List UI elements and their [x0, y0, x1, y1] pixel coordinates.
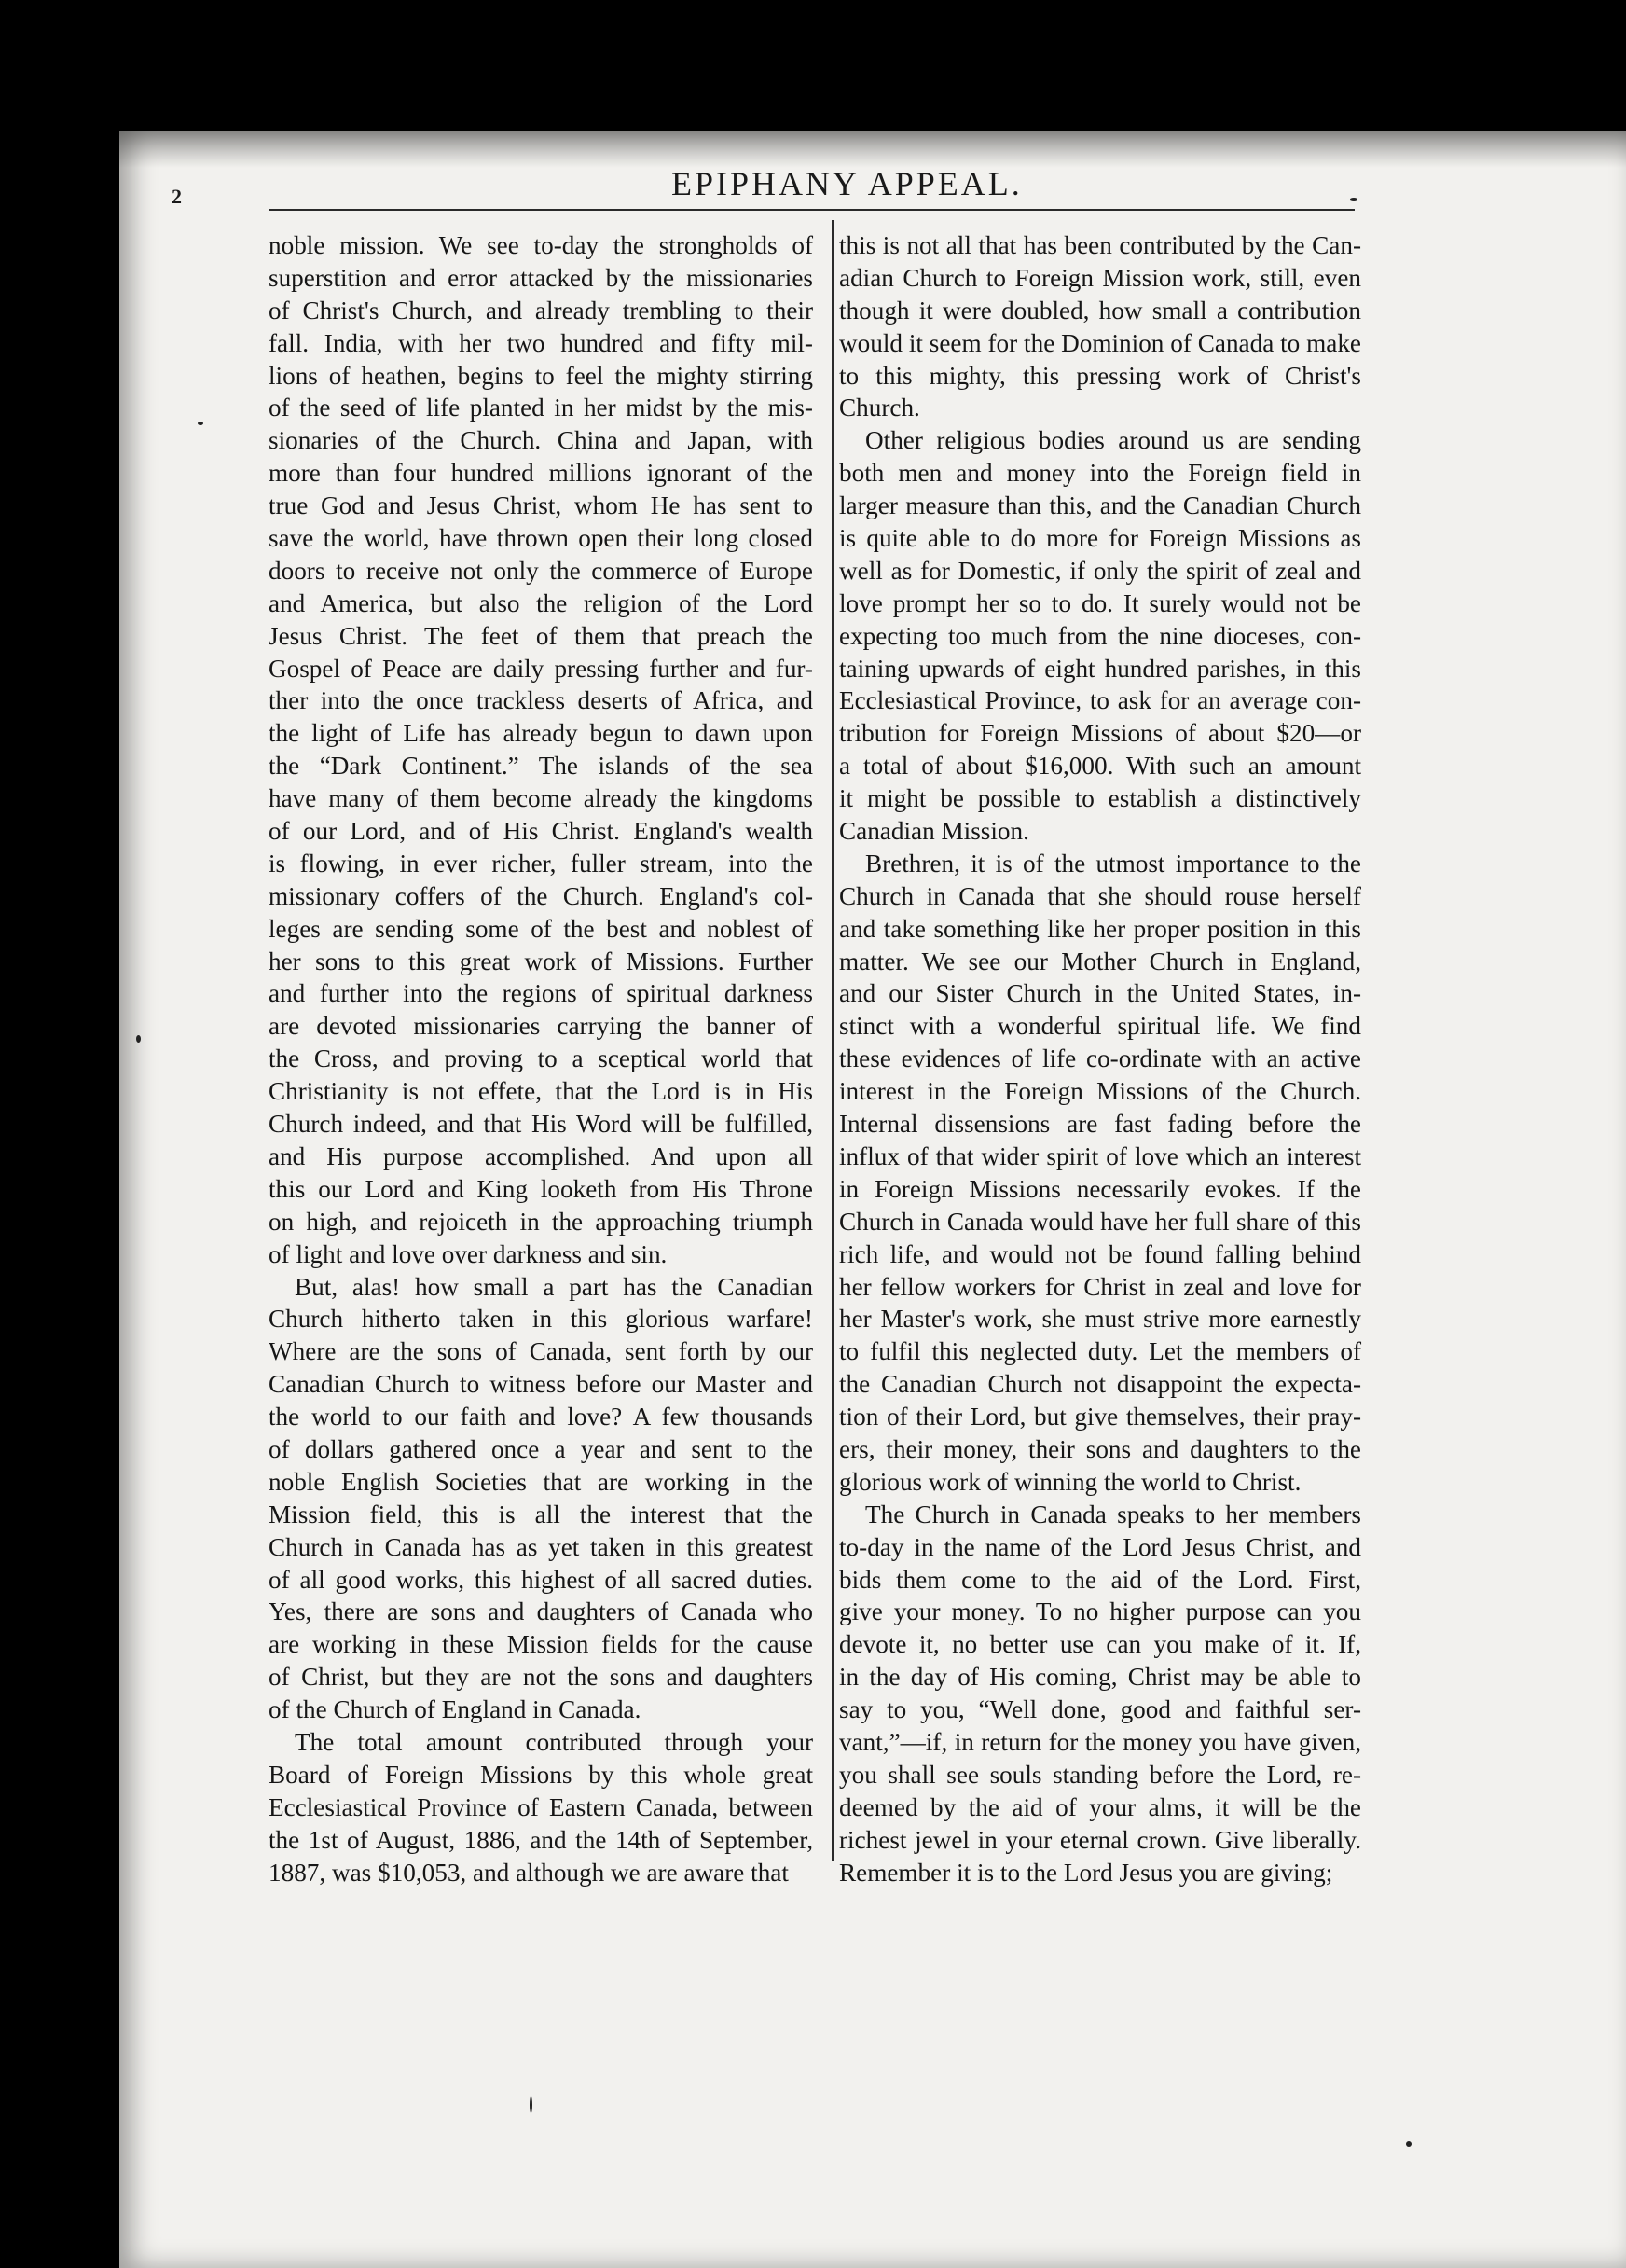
text-line: though it were doubled, how small a contribution	[839, 296, 1361, 325]
text-line: Church.	[839, 394, 920, 422]
text-line: expecting too much from the nine dioceses, con-	[839, 621, 1361, 650]
text-line: Where are the sons of Canada, sent forth by our	[269, 1337, 813, 1366]
text-line: vant,”—if, in return for the money you have given,	[839, 1727, 1361, 1756]
text-line: you shall see souls standing before the Lord, re-	[839, 1760, 1361, 1789]
text-line: of the seed of life planted in her midst by the mis-	[269, 394, 813, 422]
text-line: her Master's work, she must strive more earnestly	[839, 1305, 1361, 1334]
text-line: on high, and rejoiceth in the approaching triumph	[269, 1207, 813, 1236]
text-line: ther into the once trackless deserts of Africa, and	[269, 686, 813, 715]
text-line: the “Dark Continent.” The islands of the sea	[269, 752, 813, 781]
text-line: fall. India, with her two hundred and fifty mil-	[269, 328, 813, 357]
text-line: matter. We see our Mother Church in England,	[839, 947, 1361, 975]
text-line: love prompt her so to do. It surely would not be	[839, 588, 1361, 617]
text-line: sionaries of the Church. China and Japan, with	[269, 426, 813, 455]
text-line: of all good works, this highest of all sacred duties.	[269, 1565, 813, 1594]
text-line: Ecclesiastical Province, to ask for an average con-	[839, 686, 1361, 715]
text-line: The Church in Canada speaks to her members	[865, 1500, 1361, 1528]
scan-shadow	[119, 131, 1626, 168]
text-line: The total amount contributed through your	[295, 1727, 813, 1756]
text-line: Mission field, this is all the interest that the	[269, 1500, 813, 1528]
text-line: the Cross, and proving to a sceptical world that	[269, 1044, 813, 1073]
scan-speck	[136, 1035, 141, 1043]
text-line: her sons to this great work of Missions. Further	[269, 947, 813, 975]
text-line: this our Lord and King looketh from His Throne	[269, 1174, 813, 1203]
text-line: in Foreign Missions necessarily evokes. If the	[839, 1174, 1361, 1203]
scan-speck	[198, 422, 203, 425]
text-line: Yes, there are sons and daughters of Canada who	[269, 1597, 813, 1626]
text-line: Canadian Mission.	[839, 817, 1029, 846]
text-line: interest in the Foreign Missions of the Church.	[839, 1077, 1361, 1106]
text-line: larger measure than this, and the Canadian Church	[839, 491, 1361, 520]
text-line: Remember it is to the Lord Jesus you are giving;	[839, 1858, 1333, 1887]
text-line: Church in Canada that she should rouse herself	[839, 881, 1361, 910]
text-line: this is not all that has been contributed by the Can-	[839, 231, 1361, 259]
text-line: of our Lord, and of His Christ. England's wealth	[269, 817, 813, 846]
text-line: more than four hundred millions ignorant of the	[269, 459, 813, 488]
text-line: rich life, and would not be found falling behind	[839, 1239, 1361, 1268]
text-line: of light and love over darkness and sin.	[269, 1239, 668, 1268]
text-line: doors to receive not only the commerce of Europe	[269, 556, 813, 585]
text-line: leges are sending some of the best and noblest of	[269, 914, 813, 943]
right-column	[839, 229, 1361, 1888]
text-line: of dollars gathered once a year and sent to the	[269, 1434, 813, 1463]
text-line: taining upwards of eight hundred parishes, in this	[839, 654, 1361, 683]
left-column	[269, 229, 813, 1888]
text-line: Church indeed, and that His Word will be fulfilled,	[269, 1110, 813, 1139]
text-line: is flowing, in ever richer, fuller stream, into the	[269, 849, 813, 878]
text-line: and further into the regions of spiritual darkness	[269, 979, 813, 1008]
text-line: would it seem for the Dominion of Canada to make	[839, 328, 1361, 357]
text-line: well as for Domestic, if only the spirit of zeal and	[839, 556, 1361, 585]
text-line: and America, but also the religion of the Lord	[269, 588, 813, 617]
text-line: missionary coffers of the Church. England's col-	[269, 881, 813, 910]
text-line: richest jewel in your eternal crown. Give liberally.	[839, 1825, 1361, 1854]
text-line: noble English Societies that are working in the	[269, 1467, 813, 1496]
text-line: both men and money into the Foreign field in	[839, 459, 1361, 488]
text-line: influx of that wider spirit of love which an interest	[839, 1141, 1361, 1170]
text-line: it might be possible to establish a distinctively	[839, 784, 1361, 813]
text-line: tion of their Lord, but give themselves, their pray-	[839, 1403, 1361, 1431]
text-line: ers, their money, their sons and daughters to the	[839, 1434, 1361, 1463]
text-line: lions of heathen, begins to feel the mighty stirring	[269, 361, 813, 390]
text-line: and His purpose accomplished. And upon all	[269, 1141, 813, 1170]
text-line: the 1st of August, 1886, and the 14th of September,	[269, 1825, 813, 1854]
text-line: Church hitherto taken in this glorious warfare!	[269, 1305, 813, 1334]
text-line: and take something like her proper position in this	[839, 914, 1361, 943]
text-line: to fulfil this neglected duty. Let the members of	[839, 1337, 1361, 1366]
text-line: save the world, have thrown open their long closed	[269, 524, 813, 553]
text-line: tribution for Foreign Missions of about $20—or	[839, 719, 1361, 748]
text-line: Gospel of Peace are daily pressing further and fur-	[269, 654, 813, 683]
text-line: in the day of His coming, Christ may be able to	[839, 1663, 1361, 1692]
text-line: deemed by the aid of your alms, it will be the	[839, 1792, 1361, 1821]
text-line: Other religious bodies around us are sending	[865, 426, 1361, 455]
text-line: to this mighty, this pressing work of Christ's	[839, 361, 1361, 390]
text-line: Internal dissensions are fast fading before the	[839, 1110, 1361, 1139]
text-line: Christianity is not effete, that the Lord is in His	[269, 1077, 813, 1106]
text-line: of the Church of England in Canada.	[269, 1695, 641, 1724]
text-line: the Canadian Church not disappoint the expecta-	[839, 1370, 1361, 1399]
text-line: the light of Life has already begun to dawn upon	[269, 719, 813, 748]
text-line: Ecclesiastical Province of Eastern Canada, between	[269, 1792, 813, 1821]
text-line: is quite able to do more for Foreign Missions as	[839, 524, 1361, 553]
text-line: devote it, no better use can you make of it. If,	[839, 1630, 1361, 1659]
text-line: and our Sister Church in the United States, in-	[839, 979, 1361, 1008]
text-line: 1887, was $10,053, and although we are aware that	[269, 1858, 789, 1887]
text-line: give your money. To no higher purpose can you	[839, 1597, 1361, 1626]
text-line: these evidences of life co-ordinate with an active	[839, 1044, 1361, 1073]
page-number: 2	[172, 185, 182, 208]
scan-speck	[530, 2096, 532, 2113]
text-line: Jesus Christ. The feet of them that preach the	[269, 621, 813, 650]
scan-speck	[1406, 2141, 1412, 2147]
text-line: of Christ's Church, and already trembling to their	[269, 296, 813, 325]
text-line: superstition and error attacked by the missionaries	[269, 263, 813, 292]
text-line: bids them come to the aid of the Lord. First,	[839, 1565, 1361, 1594]
text-line: noble mission. We see to-day the strongholds of	[269, 231, 813, 259]
text-line: are working in these Mission fields for the cause	[269, 1630, 813, 1659]
text-line: Church in Canada would have her full share of this	[839, 1207, 1361, 1236]
text-line: say to you, “Well done, good and faithful ser-	[839, 1695, 1361, 1724]
text-line: adian Church to Foreign Mission work, still, even	[839, 263, 1361, 292]
text-line: to-day in the name of the Lord Jesus Christ, and	[839, 1532, 1361, 1561]
text-line: stinct with a wonderful spiritual life. We find	[839, 1012, 1361, 1041]
text-line: glorious work of winning the world to Christ.	[839, 1467, 1302, 1496]
text-line: the world to our faith and love? A few thousands	[269, 1403, 813, 1431]
text-line: have many of them become already the kingdoms	[269, 784, 813, 813]
scan-speck	[1350, 198, 1357, 201]
text-line: Canadian Church to witness before our Master and	[269, 1370, 813, 1399]
text-line: her fellow workers for Christ in zeal and love for	[839, 1272, 1361, 1301]
text-line: But, alas! how small a part has the Canadian	[295, 1272, 813, 1301]
text-line: true God and Jesus Christ, whom He has sent to	[269, 491, 813, 520]
text-line: Church in Canada has as yet taken in this greatest	[269, 1532, 813, 1561]
text-line: Board of Foreign Missions by this whole great	[269, 1760, 813, 1789]
text-line: are devoted missionaries carrying the banner of	[269, 1012, 813, 1041]
text-line: of Christ, but they are not the sons and daughters	[269, 1663, 813, 1692]
header-rule	[269, 209, 1355, 211]
column-divider	[832, 220, 834, 1861]
running-head: EPIPHANY APPEAL.	[671, 165, 1023, 202]
text-line: a total of about $16,000. With such an amount	[839, 752, 1361, 781]
text-line: Brethren, it is of the utmost importance to the	[865, 849, 1361, 878]
